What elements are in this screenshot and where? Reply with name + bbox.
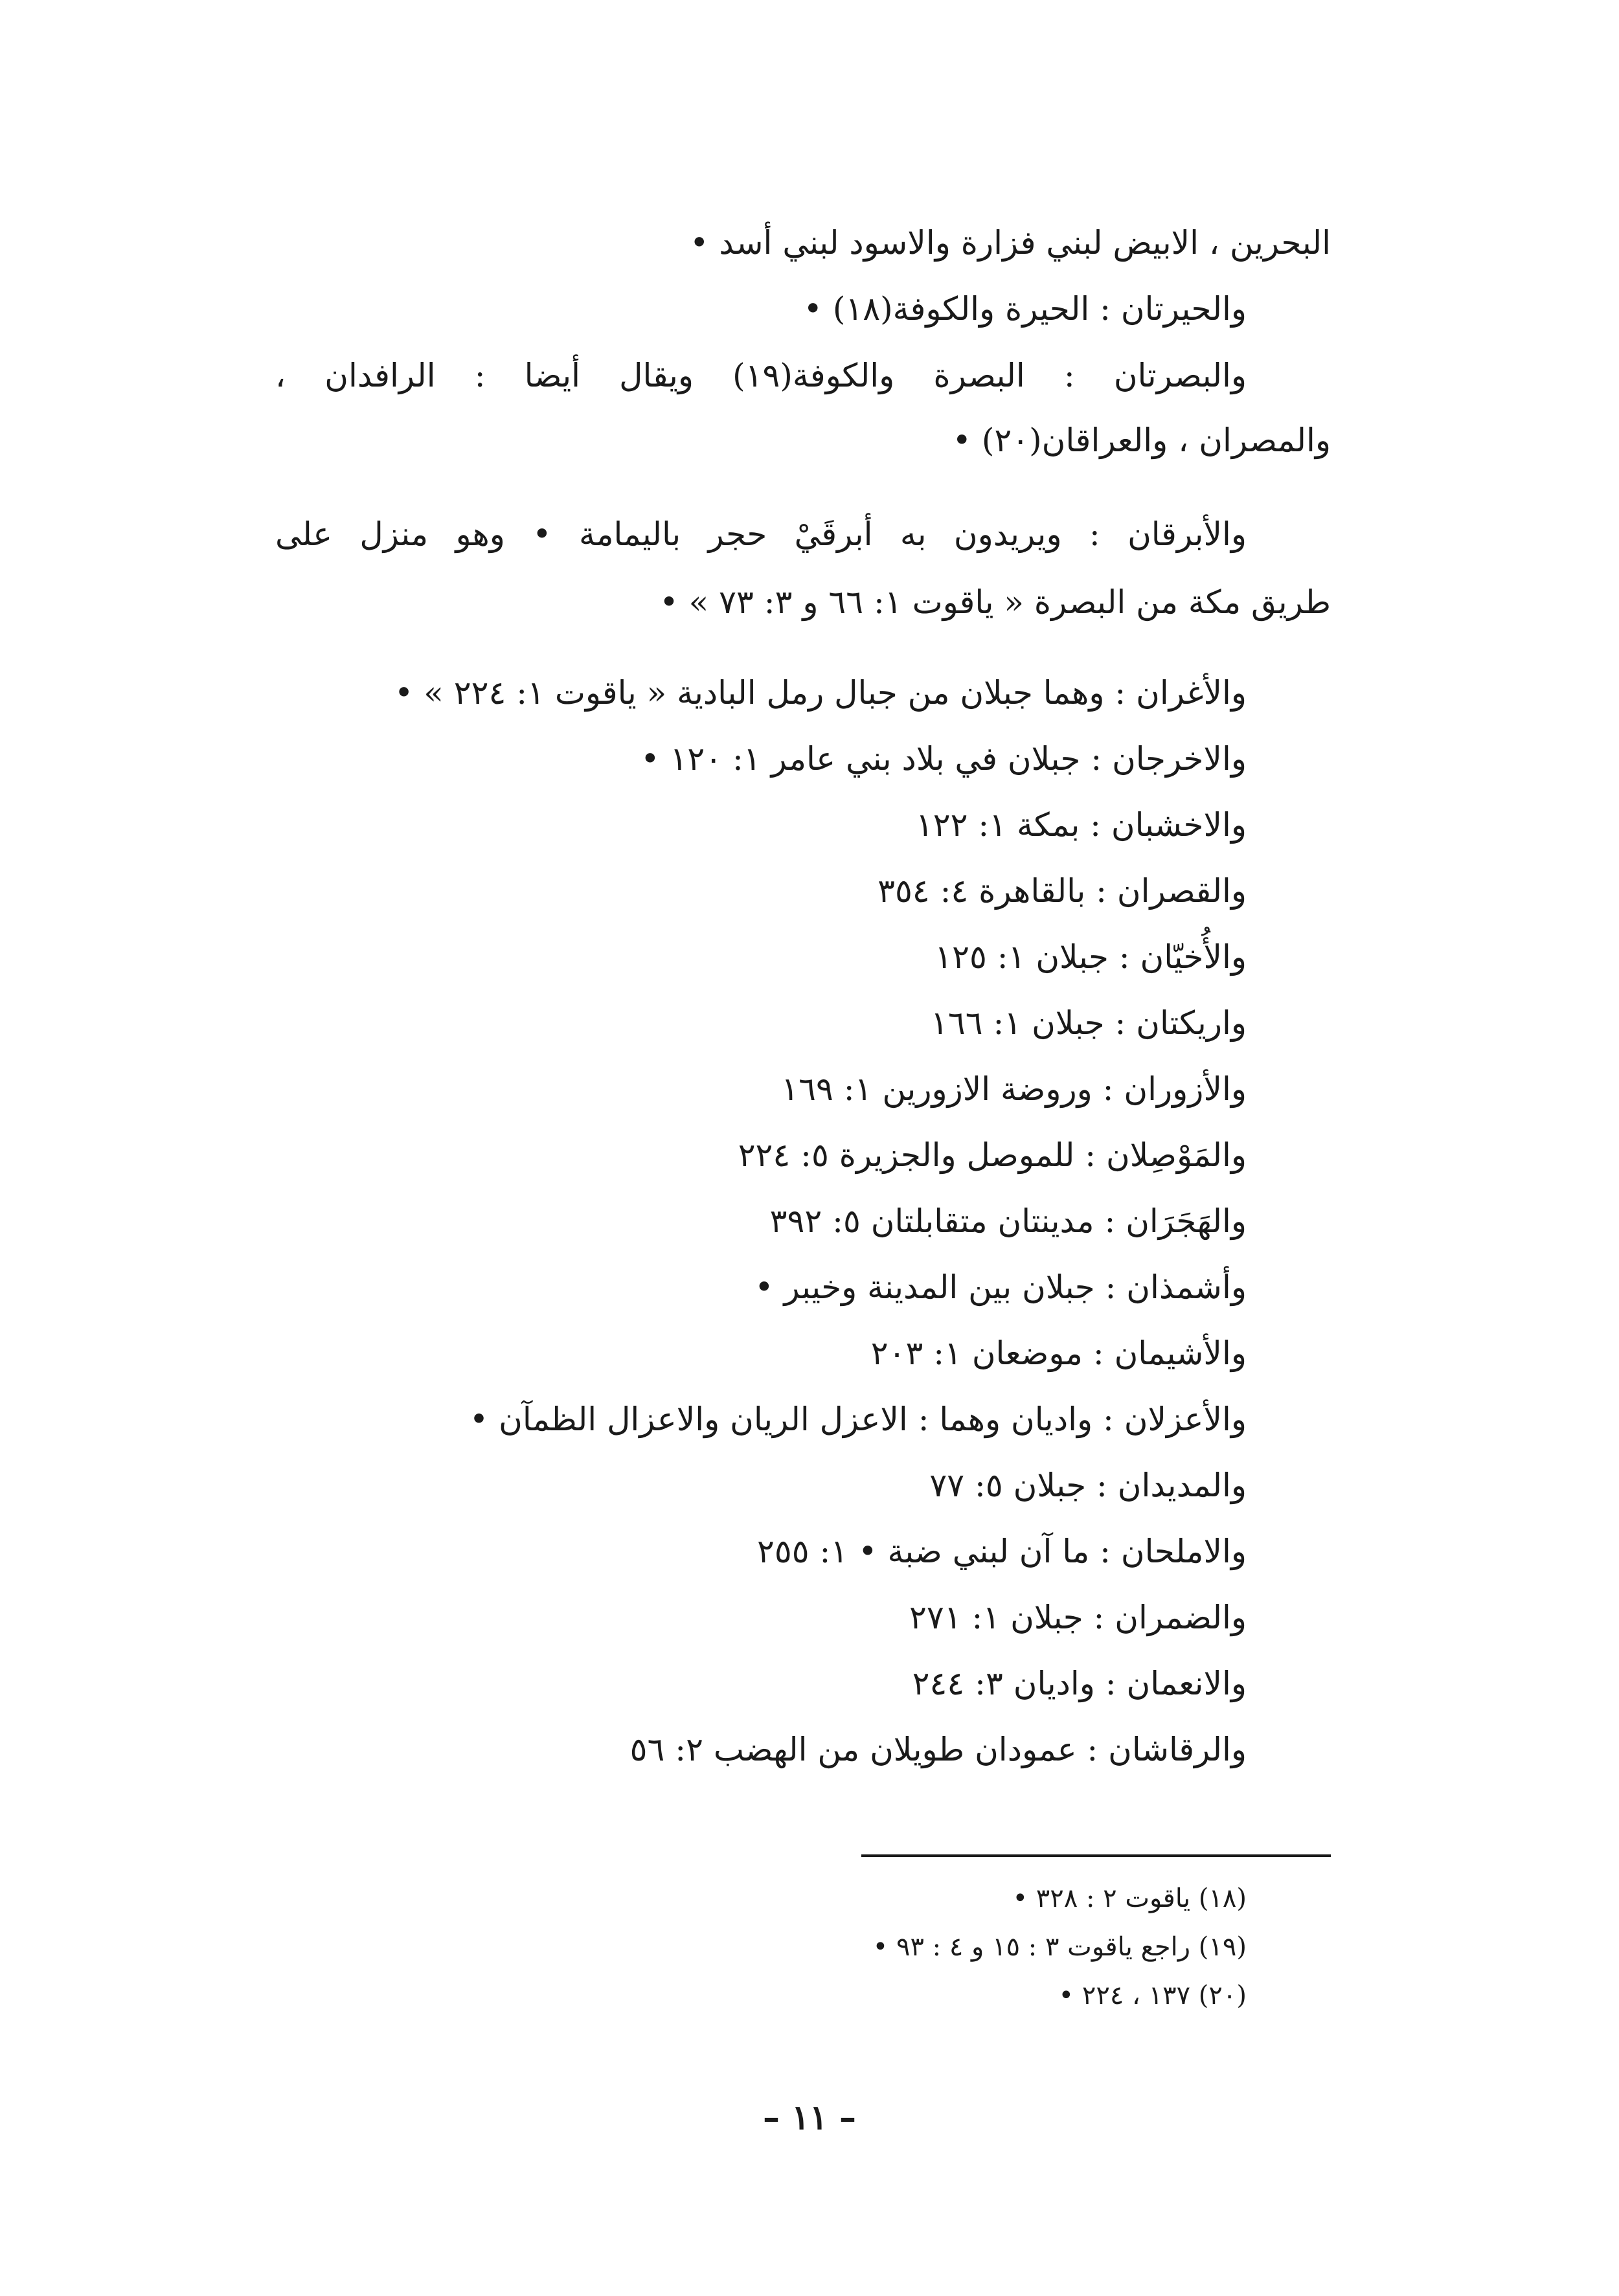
- body-line: والاملحان : ما آن لبني ضبة • ١: ٢٥٥: [757, 1533, 1247, 1570]
- page-number: – ١١ –: [762, 2098, 857, 2137]
- body-line: والمَوْصِلان : للموصل والجزيرة ٥: ٢٢٤: [738, 1136, 1247, 1174]
- body-line: واريكتان : جبلان ١: ١٦٦: [930, 1004, 1247, 1042]
- body-line: والرقاشان : عمودان طويلان من الهضب ٢: ٥٦: [629, 1731, 1247, 1768]
- body-line: والضمران : جبلان ١: ٢٧١: [909, 1599, 1247, 1636]
- footnote-divider: [861, 1854, 1331, 1857]
- body-line: والهَجَرَان : مدينتان متقابلتان ٥: ٣٩٢: [769, 1202, 1247, 1240]
- footnotes: [873, 1874, 1247, 2020]
- body-line: والأشيمان : موضعان ١: ٢٠٣: [870, 1334, 1247, 1372]
- body-line: البحرين ، الابيض لبني فزارة والاسود لبني أسد •: [690, 224, 1331, 262]
- body-line: والمديدان : جبلان ٥: ٧٧: [929, 1467, 1247, 1504]
- body-line: والأُخيّان : جبلان ١: ١٢٥: [934, 938, 1247, 976]
- body-line: والاخرجان : جبلان في بلاد بني عامر ١: ١٢٠ •: [640, 740, 1247, 778]
- body-line: والأبرقان : ويريدون به أبرقَيْ حجر باليمامة • وهو منزل على: [275, 515, 1247, 553]
- body-line: والبصرتان : البصرة والكوفة(١٩) ويقال أيضا : الرافدان ،: [275, 357, 1247, 394]
- body-line: والأغران : وهما جبلان من جبال رمل البادية « ياقوت ١: ٢٢٤ » •: [394, 674, 1247, 712]
- body-line: وأشمذان : جبلان بين المدينة وخيبر •: [754, 1268, 1247, 1306]
- body-line: والانعمان : واديان ٣: ٢٤٤: [912, 1665, 1247, 1702]
- footnote: (٢٠) ١٣٧ ، ٢٢٤ •: [1058, 1981, 1247, 2010]
- footnote: (١٩) راجع ياقوت ٣ : ١٥ و ٤ : ٩٣ •: [872, 1932, 1247, 1962]
- body-line: طريق مكة من البصرة « ياقوت ١: ٦٦ و ٣: ٧٣ » •: [659, 583, 1331, 621]
- body-line: والأعزلان : واديان وهما : الاعزل الريان والاعزال الظمآن •: [469, 1401, 1247, 1438]
- body-line: والاخشبان : بمكة ١: ١٢٢: [915, 806, 1247, 844]
- body-line: والقصران : بالقاهرة ٤: ٣٥٤: [877, 872, 1247, 910]
- body-line: والحيرتان : الحيرة والكوفة(١٨) •: [803, 290, 1247, 328]
- body-line: والمصران ، والعراقان(٢٠) •: [952, 422, 1331, 459]
- body-text: [275, 0, 1331, 1826]
- body-line: والأزوران : وروضة الازورين ١: ١٦٩: [781, 1070, 1247, 1108]
- footnote: (١٨) ياقوت ٢ : ٣٢٨ •: [1012, 1884, 1247, 1913]
